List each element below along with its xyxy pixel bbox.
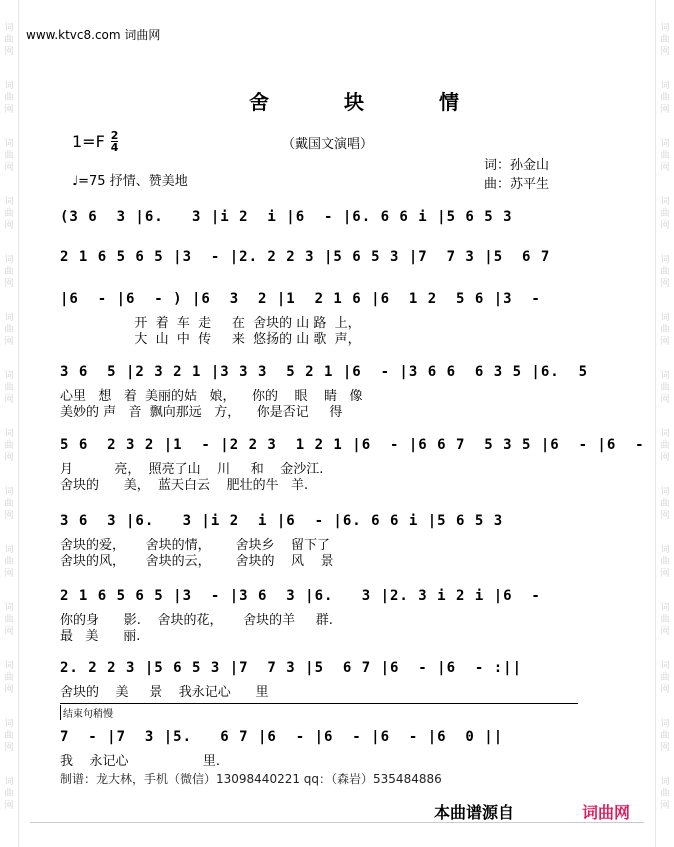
singer-credit: （戴国文演唱） [282, 137, 374, 152]
watermark-char: 曲 [4, 35, 14, 45]
watermark-char: 曲 [4, 93, 14, 103]
watermark-char: 词 [4, 23, 14, 33]
watermark-char: 词 [660, 23, 670, 33]
watermark-char: 词 [660, 255, 670, 265]
watermark-char: 词 [4, 545, 14, 555]
watermark-char: 网 [4, 685, 14, 695]
watermark-char: 网 [660, 279, 670, 289]
key-label: 1=F [72, 132, 105, 151]
right-watermark-strip [655, 0, 674, 847]
notation-line: 2 1 6 5 6 5 |3 - |3 6 3 |6. 3 |2. 3 i 2 i |6 - [60, 588, 541, 604]
footer-divider [30, 822, 644, 823]
song-title: 舍 块 情 [249, 90, 493, 114]
watermark-char: 网 [660, 395, 670, 405]
watermark-char: 曲 [660, 731, 670, 741]
notation-line: 3 6 3 |6. 3 |i 2 i |6 - |6. 6 6 i |5 6 5 3 [60, 513, 504, 529]
watermark-char: 曲 [660, 557, 670, 567]
watermark-char: 曲 [4, 731, 14, 741]
watermark-char: 词 [660, 139, 670, 149]
watermark-char: 网 [660, 453, 670, 463]
lyric-line: 舍块的 美， 蓝天白云 肥壮的牛 羊. [60, 478, 309, 493]
transcriber-credit: 制谱：龙大林，手机（微信）13098440221 qq：（森岩）535484886 [60, 772, 442, 786]
watermark-char: 词 [4, 487, 14, 497]
watermark-char: 曲 [4, 557, 14, 567]
notation-line: |6 - |6 - ) |6 3 2 |1 2 1 6 |6 1 2 5 6 |3 - [60, 291, 541, 307]
watermark-char: 曲 [4, 673, 14, 683]
watermark-char: 网 [4, 569, 14, 579]
watermark-char: 网 [4, 511, 14, 521]
watermark-char: 词 [660, 603, 670, 613]
lyric-line: 开 着 车 走 在 舍块的 山 路 上， [60, 316, 361, 331]
watermark-char: 词 [4, 429, 14, 439]
watermark-char: 曲 [4, 441, 14, 451]
watermark-char: 曲 [4, 267, 14, 277]
notation-line: 5 6 2 3 2 |1 - |2 2 3 1 2 1 |6 - |6 6 7 5 3 5 |6 - |6 - [60, 437, 645, 453]
watermark-char: 曲 [660, 441, 670, 451]
watermark-char: 词 [4, 313, 14, 323]
watermark-char: 词 [4, 777, 14, 787]
lyric-line: 最 美 丽. [60, 629, 141, 644]
watermark-char: 曲 [4, 789, 14, 799]
watermark-char: 词 [4, 197, 14, 207]
watermark-char: 网 [4, 395, 14, 405]
time-signature: $\frac{2}{4}$ [110, 129, 119, 154]
watermark-char: 网 [4, 801, 14, 811]
watermark-char: 曲 [4, 325, 14, 335]
watermark-char: 曲 [660, 325, 670, 335]
notation-line: 2. 2 2 3 |5 6 5 3 |7 7 3 |5 6 7 |6 - |6 - :|| [60, 660, 523, 676]
watermark-char: 网 [660, 627, 670, 637]
watermark-char: 网 [4, 47, 14, 57]
composer: 曲：苏平生 [484, 177, 550, 192]
watermark-char: 网 [4, 453, 14, 463]
watermark-char: 网 [4, 105, 14, 115]
watermark-char: 词 [660, 429, 670, 439]
watermark-char: 网 [4, 221, 14, 231]
notation-line: 2 1 6 5 6 5 |3 - |2. 2 2 3 |5 6 5 3 |7 7 3 |5 6 7 [60, 249, 551, 265]
lyric-line: 我 永记心 里. [60, 754, 221, 769]
watermark-char: 曲 [660, 151, 670, 161]
tempo-marking: ♩=75 抒情、赞美地 [72, 174, 188, 189]
watermark-char: 词 [660, 371, 670, 381]
watermark-char: 网 [660, 221, 670, 231]
watermark-char: 词 [660, 197, 670, 207]
watermark-char: 词 [660, 81, 670, 91]
source-label: 本曲谱源自 [434, 803, 515, 822]
watermark-char: 网 [660, 105, 670, 115]
watermark-char: 网 [4, 627, 14, 637]
lyric-line: 月 亮， 照亮了山 川 和 金沙江. [60, 462, 324, 477]
notation-line: (3 6 3 |6. 3 |i 2 i |6 - |6. 6 6 i |5 6 5 3 [60, 209, 513, 225]
lyric-line: 你的身 影. 舍块的花， 舍块的羊 群. [60, 613, 333, 628]
watermark-char: 曲 [660, 789, 670, 799]
watermark-char: 网 [660, 163, 670, 173]
watermark-char: 网 [660, 569, 670, 579]
watermark-char: 词 [660, 719, 670, 729]
watermark-char: 词 [4, 255, 14, 265]
watermark-char: 网 [660, 685, 670, 695]
watermark-char: 曲 [660, 673, 670, 683]
watermark-char: 曲 [660, 615, 670, 625]
watermark-char: 词 [4, 139, 14, 149]
watermark-char: 曲 [4, 151, 14, 161]
watermark-char: 词 [660, 545, 670, 555]
watermark-char: 网 [4, 279, 14, 289]
watermark-char: 网 [660, 511, 670, 521]
watermark-char: 词 [4, 81, 14, 91]
watermark-char: 网 [4, 743, 14, 753]
watermark-char: 曲 [660, 383, 670, 393]
watermark-char: 网 [4, 163, 14, 173]
watermark-char: 词 [660, 313, 670, 323]
lyric-line: 大 山 中 传 来 悠扬的 山 歌 声， [60, 332, 361, 347]
lyric-line: 美妙的 声 音 飘向那远 方， 你是否记 得 [60, 405, 343, 420]
watermark-char: 曲 [4, 615, 14, 625]
watermark-char: 曲 [660, 93, 670, 103]
watermark-char: 词 [660, 777, 670, 787]
watermark-char: 网 [660, 801, 670, 811]
lyric-line: 舍块的爱， 舍块的情， 舍块乡 留下了 [60, 538, 330, 553]
watermark-char: 词 [660, 661, 670, 671]
author-credits [484, 156, 549, 194]
watermark-char: 词 [4, 661, 14, 671]
watermark-char: 词 [4, 371, 14, 381]
lyricist: 词：孙金山 [484, 158, 550, 173]
lyric-line: 舍块的风， 舍块的云， 舍块的 风 景 [60, 554, 334, 569]
watermark-char: 曲 [660, 499, 670, 509]
watermark-char: 网 [660, 743, 670, 753]
lyric-line: 心里 想 着 美丽的姑 娘， 你的 眼 睛 像 [60, 389, 363, 404]
watermark-char: 网 [660, 337, 670, 347]
notation-line: 7 - |7 3 |5. 6 7 |6 - |6 - |6 - |6 0 || [60, 729, 504, 745]
site-url[interactable]: www.ktvc8.com 词曲网 [26, 28, 161, 42]
lyric-line: 舍块的 美 景 我永记心 里 [60, 685, 269, 700]
brand-logo[interactable]: 词曲网 [582, 803, 631, 822]
watermark-char: 曲 [660, 209, 670, 219]
watermark-char: 词 [4, 603, 14, 613]
notation-line: 3 6 5 |2 3 2 1 |3 3 3 5 2 1 |6 - |3 6 6 6 3 5 |6. 5 [60, 364, 589, 380]
watermark-char: 网 [4, 337, 14, 347]
watermark-char: 曲 [660, 35, 670, 45]
watermark-char: 词 [4, 719, 14, 729]
left-watermark-strip [0, 0, 19, 847]
ending-label: 结束句稍慢 [60, 705, 113, 720]
watermark-char: 曲 [4, 209, 14, 219]
ending-bracket [60, 703, 578, 704]
watermark-char: 网 [660, 47, 670, 57]
watermark-char: 曲 [660, 267, 670, 277]
key-signature [72, 130, 118, 153]
watermark-char: 曲 [4, 383, 14, 393]
watermark-char: 曲 [4, 499, 14, 509]
watermark-char: 词 [660, 487, 670, 497]
